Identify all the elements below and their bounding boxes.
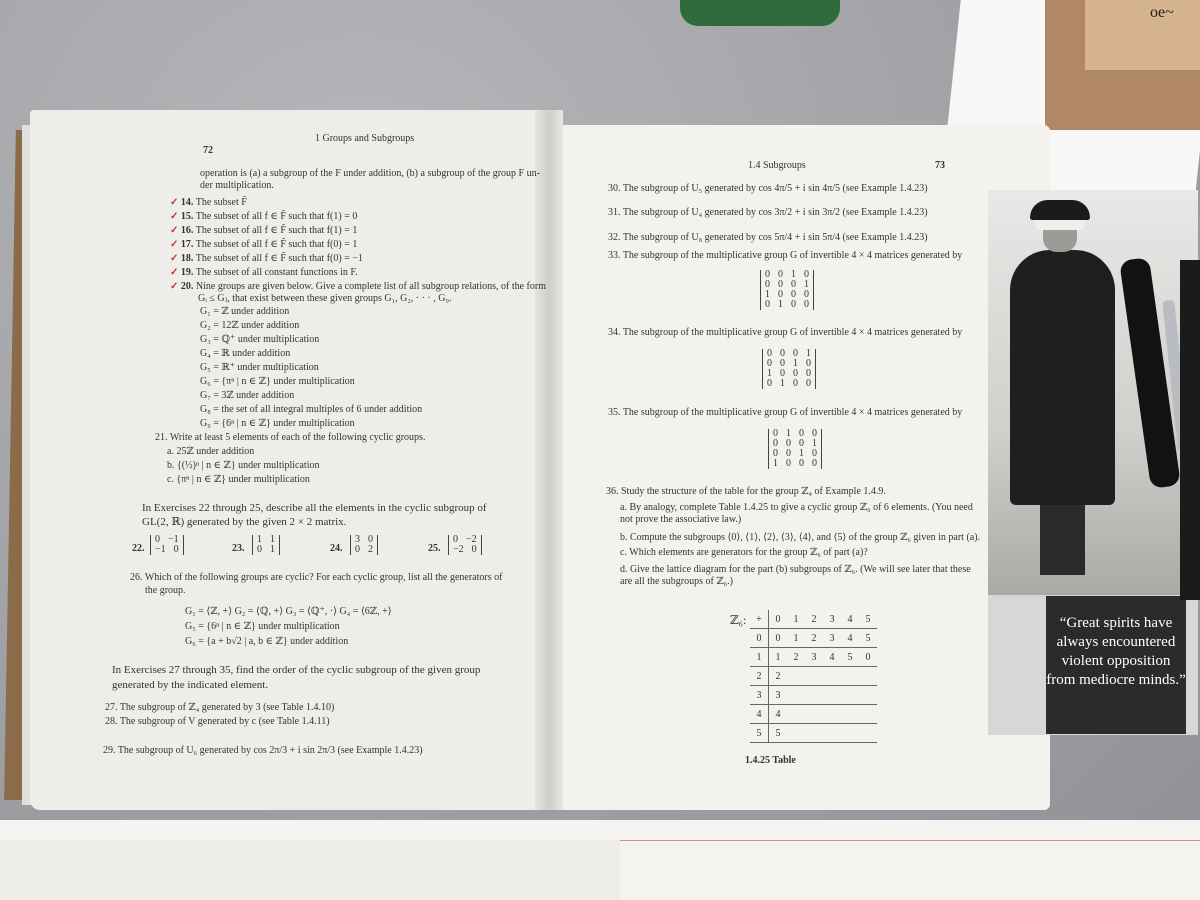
exercise-36a-line-2: not prove the associative law.) — [620, 514, 742, 525]
table-cell — [859, 705, 877, 724]
table-cell: 5 — [859, 629, 877, 648]
exercise-26-line-2: the group. — [145, 585, 186, 596]
exercise-18: ✓ 18. The subset of all f ∈ F̃ such that f(0) = −1 — [170, 253, 363, 264]
table-cell: 2 — [787, 648, 805, 667]
table-cell — [805, 667, 823, 686]
exercise-26-groups-1: G₁ = ⟨ℤ, +⟩ G₂ = ⟨ℚ, +⟩ G₃ = ⟨ℚ⁺, ·⟩ G₄ = ⟨6ℤ, +⟩ — [185, 606, 392, 617]
table-cell — [787, 724, 805, 743]
page-number-left: 72 — [203, 145, 213, 156]
exercise-32: 32. The subgroup of U₈ generated by cos 5π/4 + i sin 5π/4 (see Example 1.4.23) — [608, 232, 928, 243]
group-8: G₈ = the set of all integral multiples of 6 under addition — [200, 404, 423, 415]
group-4: G₄ = ℝ under addition — [200, 348, 291, 359]
table-cell — [841, 724, 859, 743]
table-cell — [787, 667, 805, 686]
exercise-20-line-2: Gᵢ ≤ Gⱼ, that exist between these given groups G₁, G₂, · · · , G₉. — [198, 293, 452, 304]
table-cell — [823, 686, 841, 705]
group-9: G₉ = {6ⁿ | n ∈ ℤ} under multiplication — [200, 418, 355, 429]
cardboard-box — [1045, 0, 1200, 130]
table-cell: 5 — [841, 648, 859, 667]
table-cell: 4 — [750, 705, 769, 724]
table-row — [750, 629, 877, 648]
section-27-35-line-2: generated by the indicated element. — [112, 679, 269, 691]
box-handwriting: oe~ — [1150, 4, 1174, 21]
exercise-15: ✓ 15. The subset of all f ∈ F̃ such that f(1) = 0 — [170, 211, 358, 222]
exercise-20: ✓ 20. Nine groups are given below. Give a complete list of all subgroup relations, of the form — [170, 281, 546, 292]
exercise-21b: b. {(½)ⁿ | n ∈ ℤ} under multiplication — [167, 460, 320, 471]
table-cell: 4 — [841, 629, 859, 648]
group-7: G₇ = 3ℤ under addition — [200, 390, 295, 401]
exercise-26: 26. Which of the following groups are cyclic? For each cyclic group, list all the generators of — [130, 572, 503, 583]
exercise-26-groups-2: G₅ = {6ⁿ | n ∈ ℤ} under multiplication — [185, 621, 340, 632]
exercise-36d: d. Give the lattice diagram for the part (b) subgroups of ℤ₆. (We will see later that these — [620, 564, 971, 575]
table-cell: 3 — [823, 629, 841, 648]
exercise-34: 34. The subgroup of the multiplicative group G of invertible 4 × 4 matrices generated by — [608, 327, 963, 338]
einstein-quote: “Great spirits have always encountered violent opposition from mediocre minds.” — [1046, 615, 1186, 688]
matrix-22: 0 −1 −1 0 — [150, 535, 184, 555]
exercise-28: 28. The subgroup of V generated by c (see Table 1.4.11) — [105, 716, 330, 727]
table-cell: 1 — [787, 629, 805, 648]
table-cell — [805, 724, 823, 743]
table-cell: 5 — [750, 724, 769, 743]
table-cell: 0 — [769, 629, 788, 648]
matrix-23: 1 1 0 1 — [252, 535, 280, 555]
exercise-26-groups-3: G₆ = {a + b√2 | a, b ∈ ℤ} under addition — [185, 636, 349, 647]
table-cell: 0 — [769, 610, 788, 629]
table-cell: 3 — [823, 610, 841, 629]
table-cell: 2 — [769, 667, 788, 686]
table-cell: 4 — [841, 610, 859, 629]
table-cell: 5 — [859, 610, 877, 629]
table-cell — [859, 724, 877, 743]
table-cell: 3 — [769, 686, 788, 705]
exercise-33: 33. The subgroup of the multiplicative group G of invertible 4 × 4 matrices generated by — [608, 250, 963, 261]
matrix-23-label: 23. — [232, 543, 245, 554]
table-cell: 3 — [805, 648, 823, 667]
table-cell: 4 — [823, 648, 841, 667]
exercise-36a: a. By analogy, complete Table 1.4.25 to give a cyclic group ℤ₆ of 6 elements. (You need — [620, 502, 973, 513]
group-6: G₆ = {πⁿ | n ∈ ℤ} under multiplication — [200, 376, 355, 387]
table-cell: 1 — [750, 648, 769, 667]
exercise-35: 35. The subgroup of the multiplicative group G of invertible 4 × 4 matrices generated by — [608, 407, 963, 418]
table-header-row — [750, 610, 877, 629]
intro-line: operation is (a) a subgroup of the F under addition, (b) a subgroup of the group F un- — [200, 168, 540, 179]
table-cell — [841, 686, 859, 705]
table-cell — [859, 686, 877, 705]
paper-sheet — [0, 820, 1200, 900]
matrix-33: 0 0 1 0 0 0 0 1 1 0 0 0 0 1 0 0 — [760, 270, 814, 310]
exercise-17: ✓ 17. The subset of all f ∈ F̃ such that f(0) = 1 — [170, 239, 358, 250]
exercise-21c: c. {πⁿ | n ∈ ℤ} under multiplication — [167, 474, 310, 485]
table-cell — [859, 667, 877, 686]
table-cell — [805, 705, 823, 724]
matrix-34: 0 0 0 1 0 0 1 0 1 0 0 0 0 1 0 0 — [762, 349, 816, 389]
table-cell: 1 — [787, 610, 805, 629]
table-row — [750, 667, 877, 686]
exercise-36: 36. Study the structure of the table for the group ℤ₄ of Example 1.4.9. — [606, 486, 886, 497]
table-cell — [787, 686, 805, 705]
group-3: G₃ = ℚ⁺ under multiplication — [200, 334, 320, 345]
exercise-30: 30. The subgroup of U₅ generated by cos 4π/5 + i sin 4π/5 (see Example 1.4.23) — [608, 183, 928, 194]
page-number-right: 73 — [935, 160, 945, 171]
exercise-36d-line-2: are all the subgroups of ℤ₆.) — [620, 576, 733, 587]
matrix-24: 3 0 0 2 — [350, 535, 378, 555]
table-cell: 5 — [769, 724, 788, 743]
exercise-36c: c. Which elements are generators for the group ℤ₆ of part (a)? — [620, 547, 868, 558]
table-cell — [823, 705, 841, 724]
table-cell: 3 — [750, 686, 769, 705]
running-head-left: 1 Groups and Subgroups — [315, 133, 415, 144]
exercise-29: 29. The subgroup of U₆ generated by cos 2π/3 + i sin 2π/3 (see Example 1.4.23) — [103, 745, 423, 756]
table-cell — [841, 667, 859, 686]
exercise-16: ✓ 16. The subset of all f ∈ F̃ such that f(1) = 1 — [170, 225, 358, 236]
matrix-25: 0 −2 −2 0 — [448, 535, 482, 555]
exercise-27: 27. The subgroup of ℤ₄ generated by 3 (see Table 1.4.10) — [105, 702, 335, 713]
running-head-right: 1.4 Subgroups — [748, 160, 806, 171]
section-22-25-line-2: GL(2, ℝ) generated by the given 2 × 2 matrix. — [142, 516, 347, 528]
matrix-25-label: 25. — [428, 543, 441, 554]
quote-box — [1046, 596, 1186, 734]
green-container — [680, 0, 840, 26]
pen-2 — [1180, 260, 1200, 600]
table-label: ℤ₆: — [730, 613, 747, 627]
group-1: G₁ = ℤ under addition — [200, 306, 290, 317]
exercise-36b: b. Compute the subgroups ⟨0⟩, ⟨1⟩, ⟨2⟩, ⟨3⟩, ⟨4⟩, and ⟨5⟩ of the group ℤ₆ given in part (a). — [620, 532, 981, 543]
table-row — [750, 705, 877, 724]
table-cell: + — [750, 610, 769, 629]
table-row — [750, 648, 877, 667]
table-cell — [823, 724, 841, 743]
table-cell: 2 — [750, 667, 769, 686]
z6-table — [750, 610, 877, 743]
group-2: G₂ = 12ℤ under addition — [200, 320, 300, 331]
section-27-35: In Exercises 27 through 35, find the order of the cyclic subgroup of the given group — [112, 664, 481, 676]
table-cell — [805, 686, 823, 705]
intro-line-2: der multiplication. — [200, 180, 274, 191]
table-cell: 0 — [859, 648, 877, 667]
table-cell — [841, 705, 859, 724]
exercise-21: 21. Write at least 5 elements of each of the following cyclic groups. — [155, 432, 426, 443]
exercise-19: ✓ 19. The subset of all constant functions in F. — [170, 267, 358, 278]
section-22-25: In Exercises 22 through 25, describe all the elements in the cyclic subgroup of — [142, 502, 487, 514]
matrix-24-label: 24. — [330, 543, 343, 554]
matrix-35: 0 1 0 0 0 0 0 1 0 0 1 0 1 0 0 0 — [768, 429, 822, 469]
book-gutter — [535, 110, 563, 810]
table-cell: 2 — [805, 629, 823, 648]
group-5: G₅ = ℝ⁺ under multiplication — [200, 362, 319, 373]
table-cell: 1 — [769, 648, 788, 667]
table-row — [750, 686, 877, 705]
table-cell: 2 — [805, 610, 823, 629]
table-cell — [787, 705, 805, 724]
table-cell: 0 — [750, 629, 769, 648]
table-row — [750, 724, 877, 743]
matrix-22-label: 22. — [132, 543, 145, 554]
table-caption: 1.4.25 Table — [745, 755, 796, 766]
exercise-31: 31. The subgroup of U₄ generated by cos 3π/2 + i sin 3π/2 (see Example 1.4.23) — [608, 207, 928, 218]
table-cell — [823, 667, 841, 686]
exercise-14: ✓ 14. The subset F̃ — [170, 197, 247, 208]
table-cell: 4 — [769, 705, 788, 724]
exercise-21a: a. 25ℤ under addition — [167, 446, 255, 457]
